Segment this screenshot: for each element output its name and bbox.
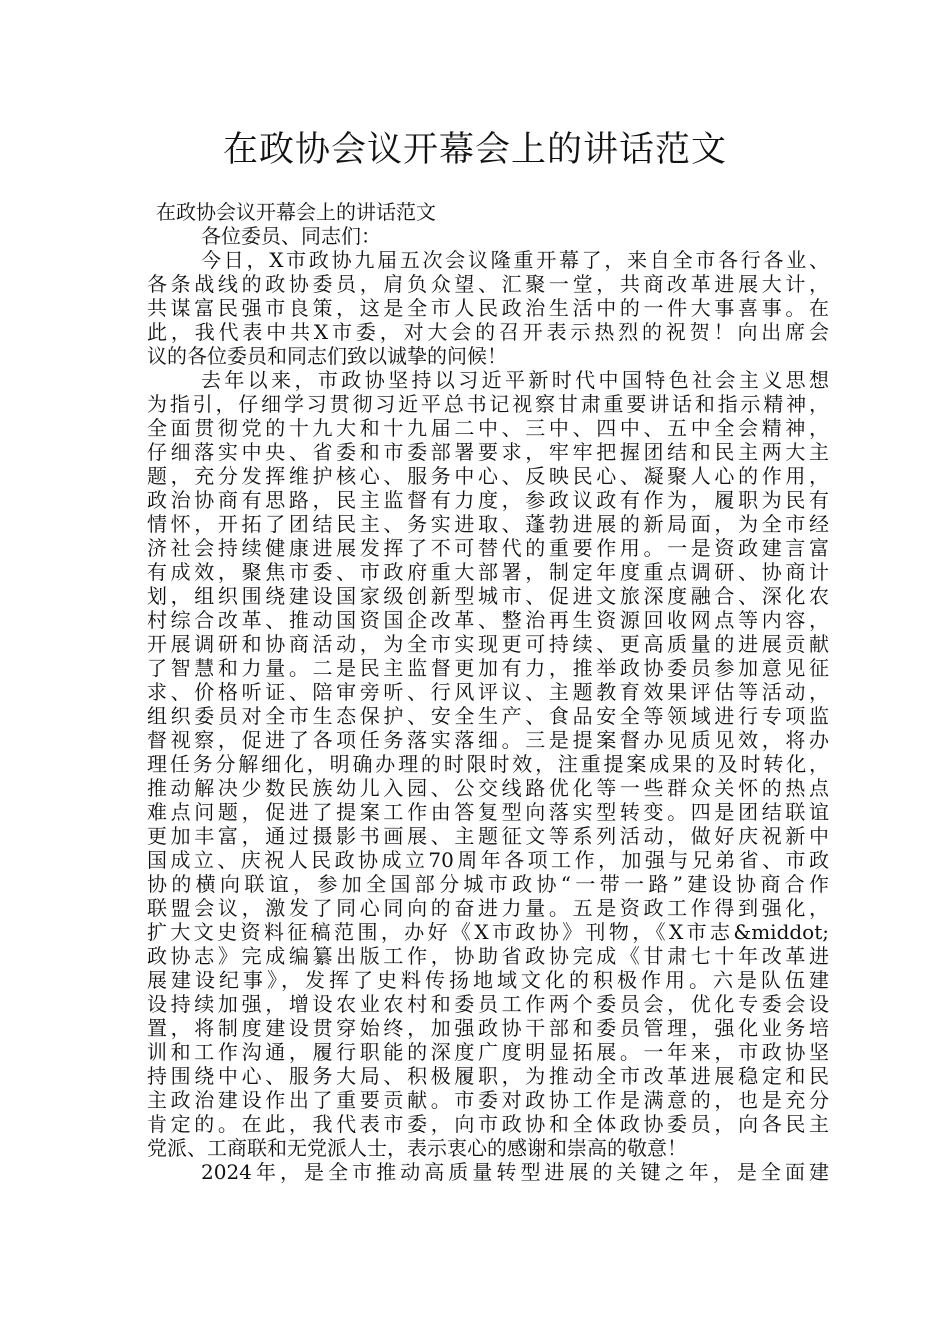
body-line: 此，我代表中共X市委，对大会的召开表示热烈的祝贺！向出席会 (147, 320, 829, 344)
body-line: 肯定的。在此，我代表市委，向市政协和全体政协委员，向各民主 (147, 1112, 829, 1136)
body-line: 有成效，聚焦市委、市政府重大部署，制定年度重点调研、协商计 (147, 560, 829, 584)
body-line: 持围绕中心、服务大局、积极履职，为推动全市改革进展稳定和民 (147, 1064, 829, 1088)
body-line: 了智慧和力量。二是民主监督更加有力，推举政协委员参加意见征 (147, 656, 829, 680)
body-line: 各条战线的政协委员，肩负众望、汇聚一堂，共商改革进展大计， (147, 272, 829, 296)
body-line: 求、价格听证、陪审旁听、行风评议、主题教育效果评估等活动， (147, 680, 829, 704)
body-line: 各位委员、同志们： (201, 224, 381, 248)
body-line: 村综合改革、推动国资国企改革、整治再生资源回收网点等内容， (147, 608, 829, 632)
body-line: 扩大文史资料征稿范围，办好《X市政协》刊物，《X市志&middot; (147, 920, 829, 944)
body-line: 设持续加强，增设农业农村和委员工作两个委员会，优化专委会设 (147, 992, 829, 1016)
body-line: 训和工作沟通，履行职能的深度广度明显拓展。一年来，市政协坚 (147, 1040, 829, 1064)
body-line: 理任务分解细化，明确办理的时限时效，注重提案成果的及时转化， (147, 752, 829, 776)
body-line: 更加丰富，通过摄影书画展、主题征文等系列活动，做好庆祝新中 (147, 824, 829, 848)
body-line: 推动解决少数民族幼儿入园、公交线路优化等一些群众关怀的热点 (147, 776, 829, 800)
body-line: 党派、工商联和无党派人士，表示衷心的感谢和崇高的敬意！ (147, 1136, 687, 1160)
body-line: 为指引，仔细学习贯彻习近平总书记视察甘肃重要讲话和指示精神， (147, 392, 829, 416)
body-line: 仔细落实中央、省委和市委部署要求，牢牢把握团结和民主两大主 (147, 440, 829, 464)
body-line: 组织委员对全市生态保护、安全生产、食品安全等领域进行专项监 (147, 704, 829, 728)
body-line: 情怀，开拓了团结民主、务实进取、蓬勃进展的新局面，为全市经 (147, 512, 829, 536)
body-line: 难点问题，促进了提案工作由答复型向落实型转变。四是团结联谊 (147, 800, 829, 824)
body-line: 划，组织围绕建设国家级创新型城市、促进文旅深度融合、深化农 (147, 584, 829, 608)
body-line: 展建设纪事》，发挥了史料传扬地域文化的积极作用。六是队伍建 (147, 968, 829, 992)
body-line: 置，将制度建设贯穿始终，加强政协干部和委员管理，强化业务培 (147, 1016, 829, 1040)
body-line: 去年以来，市政协坚持以习近平新时代中国特色社会主义思想 (201, 368, 829, 392)
body-line: 主政治建设作出了重要贡献。市委对政协工作是满意的，也是充分 (147, 1088, 829, 1112)
body-line: 济社会持续健康进展发挥了不可替代的重要作用。一是资政建言富 (147, 536, 829, 560)
body-line: 题，充分发挥维护核心、服务中心、反映民心、凝聚人心的作用， (147, 464, 829, 488)
body-line: 议的各位委员和同志们致以诚挚的问候！ (147, 344, 507, 368)
document-subtitle: 在政协会议开幕会上的讲话范文 (156, 200, 436, 224)
body-line: 督视察，促进了各项任务落实落细。三是提案督办见质见效，将办 (147, 728, 829, 752)
document-title: 在政协会议开幕会上的讲话范文 (222, 130, 727, 170)
body-line: 政治协商有思路，民主监督有力度，参政议政有作为，履职为民有 (147, 488, 829, 512)
body-line: 全面贯彻党的十九大和十九届二中、三中、四中、五中全会精神， (147, 416, 829, 440)
document-body (147, 224, 829, 1184)
body-line: 联盟会议，激发了同心同向的奋进力量。五是资政工作得到强化， (147, 896, 829, 920)
body-line: 2024年，是全市推动高质量转型进展的关键之年，是全面建 (201, 1160, 829, 1184)
body-line: 共谋富民强市良策，这是全市人民政治生活中的一件大事喜事。在 (147, 296, 829, 320)
body-line: 政协志》完成编纂出版工作，协助省政协完成《甘肃七十年改革进 (147, 944, 829, 968)
body-line: 开展调研和协商活动，为全市实现更可持续、更高质量的进展贡献 (147, 632, 829, 656)
body-line: 协的横向联谊，参加全国部分城市政协“一带一路”建设协商合作 (147, 872, 829, 896)
body-line: 今日，X市政协九届五次会议隆重开幕了，来自全市各行各业、 (201, 248, 829, 272)
body-line: 国成立、庆祝人民政协成立70周年各项工作，加强与兄弟省、市政 (147, 848, 829, 872)
